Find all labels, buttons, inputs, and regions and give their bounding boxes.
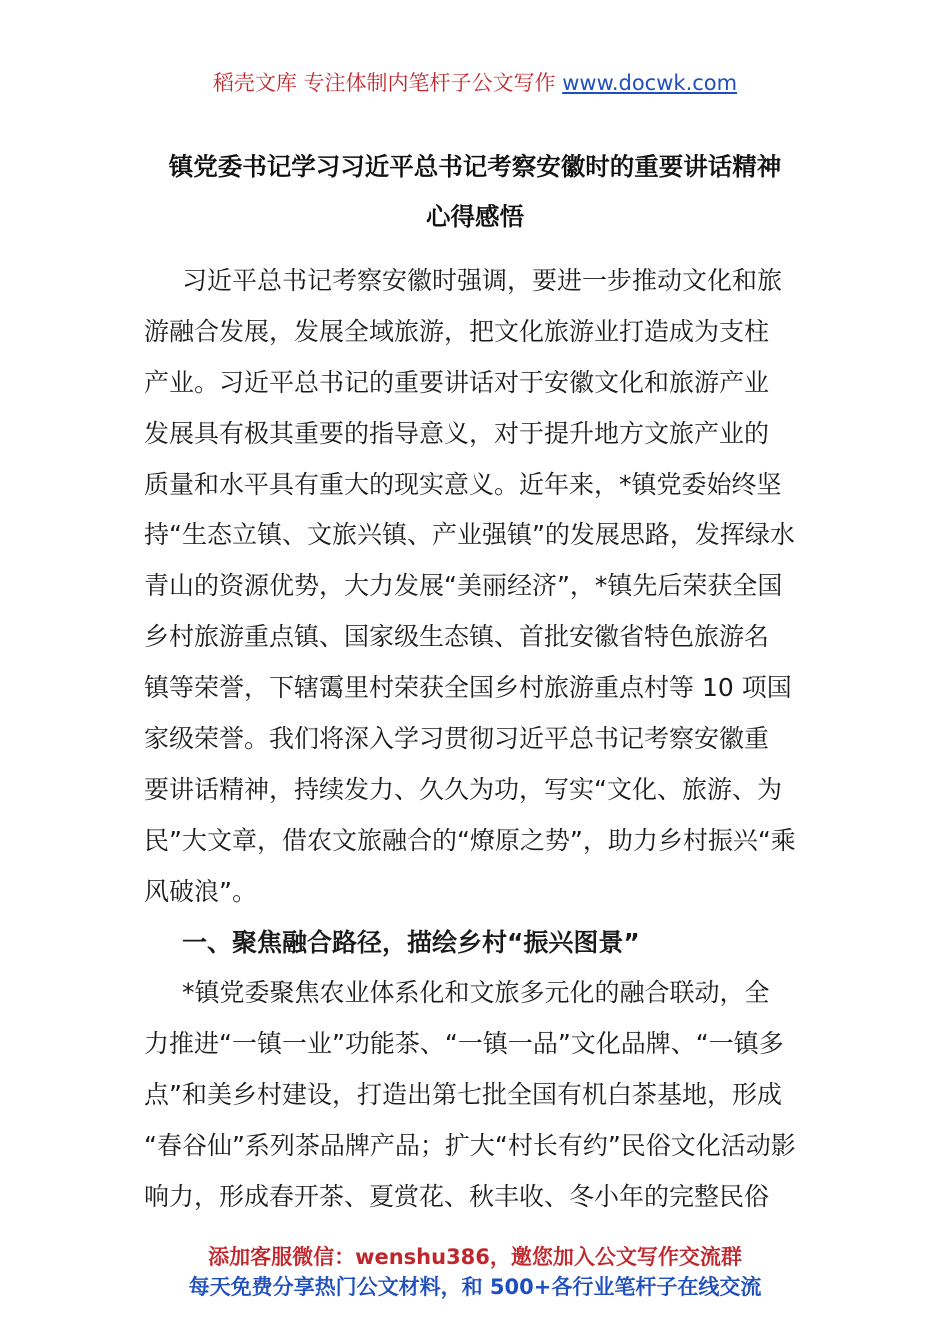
body-line: 要讲话精神，持续发力、久久为功，写实“文化、旅游、为 (144, 774, 782, 804)
footer-share-line: 每天免费分享热门公文材料，和 500+各行业笔杆子在线交流 (188, 1275, 762, 1299)
body-line: 游融合发展，发展全域旅游，把文化旅游业打造成为支柱 (144, 316, 770, 346)
body-line: 习近平总书记考察安徽时强调，要进一步推动文化和旅 (182, 266, 783, 295)
body-line: 点”和美乡村建设，打造出第七批全国有机白茶基地，形成 (144, 1080, 782, 1110)
body-line: 青山的资源优势，大力发展“美丽经济”，*镇先后荣获全国 (144, 571, 783, 601)
document-title-line1: 镇党委书记学习习近平总书记考察安徽时的重要讲话精神 (168, 152, 782, 181)
body-line: 产业。习近平总书记的重要讲话对于安徽文化和旅游产业 (144, 367, 770, 397)
body-line: 发展具有极其重要的指导意义，对于提升地方文旅产业的 (144, 418, 770, 448)
site-header (0, 68, 950, 98)
body-line: 家级荣誉。我们将深入学习贯彻习近平总书记考察安徽重 (144, 724, 770, 754)
body-line: 民”大文章，借农文旅融合的“燎原之势”，助力乡村振兴“乘 (144, 825, 796, 855)
footer-wechat-line: 添加客服微信：wenshu386，邀您加入公文写作交流群 (208, 1245, 742, 1269)
body-line: “春谷仙”系列茶品牌产品；扩大“村长有约”民俗文化活动影 (144, 1131, 796, 1161)
body-line: 风破浪”。 (144, 876, 257, 906)
body-line: 质量和水平具有重大的现实意义。近年来，*镇党委始终坚 (144, 469, 782, 499)
site-url-link[interactable]: www.docwk.com (562, 71, 738, 95)
body-line: 响力，形成春开茶、夏赏花、秋丰收、冬小年的完整民俗 (144, 1182, 770, 1212)
body-line: 持“生态立镇、文旅兴镇、产业强镇”的发展思路，发挥绿水 (144, 520, 795, 550)
site-brand: 稻壳文库 专注体制内笔杆子公文写作 (212, 71, 563, 95)
section-heading: 一、聚焦融合路径，描绘乡村“振兴图景” (182, 927, 640, 957)
body-line: 乡村旅游重点镇、国家级生态镇、首批安徽省特色旅游名 (144, 622, 770, 652)
body-line: *镇党委聚焦农业体系化和文旅多元化的融合联动，全 (182, 978, 770, 1008)
body-line: 力推进“一镇一业”功能茶、“一镇一品”文化品牌、“一镇多 (144, 1029, 784, 1059)
body-line: 镇等荣誉，下辖霭里村荣获全国乡村旅游重点村等 10 项国 (144, 673, 792, 703)
document-title-line2: 心得感悟 (426, 202, 524, 231)
document-body (144, 256, 808, 1223)
